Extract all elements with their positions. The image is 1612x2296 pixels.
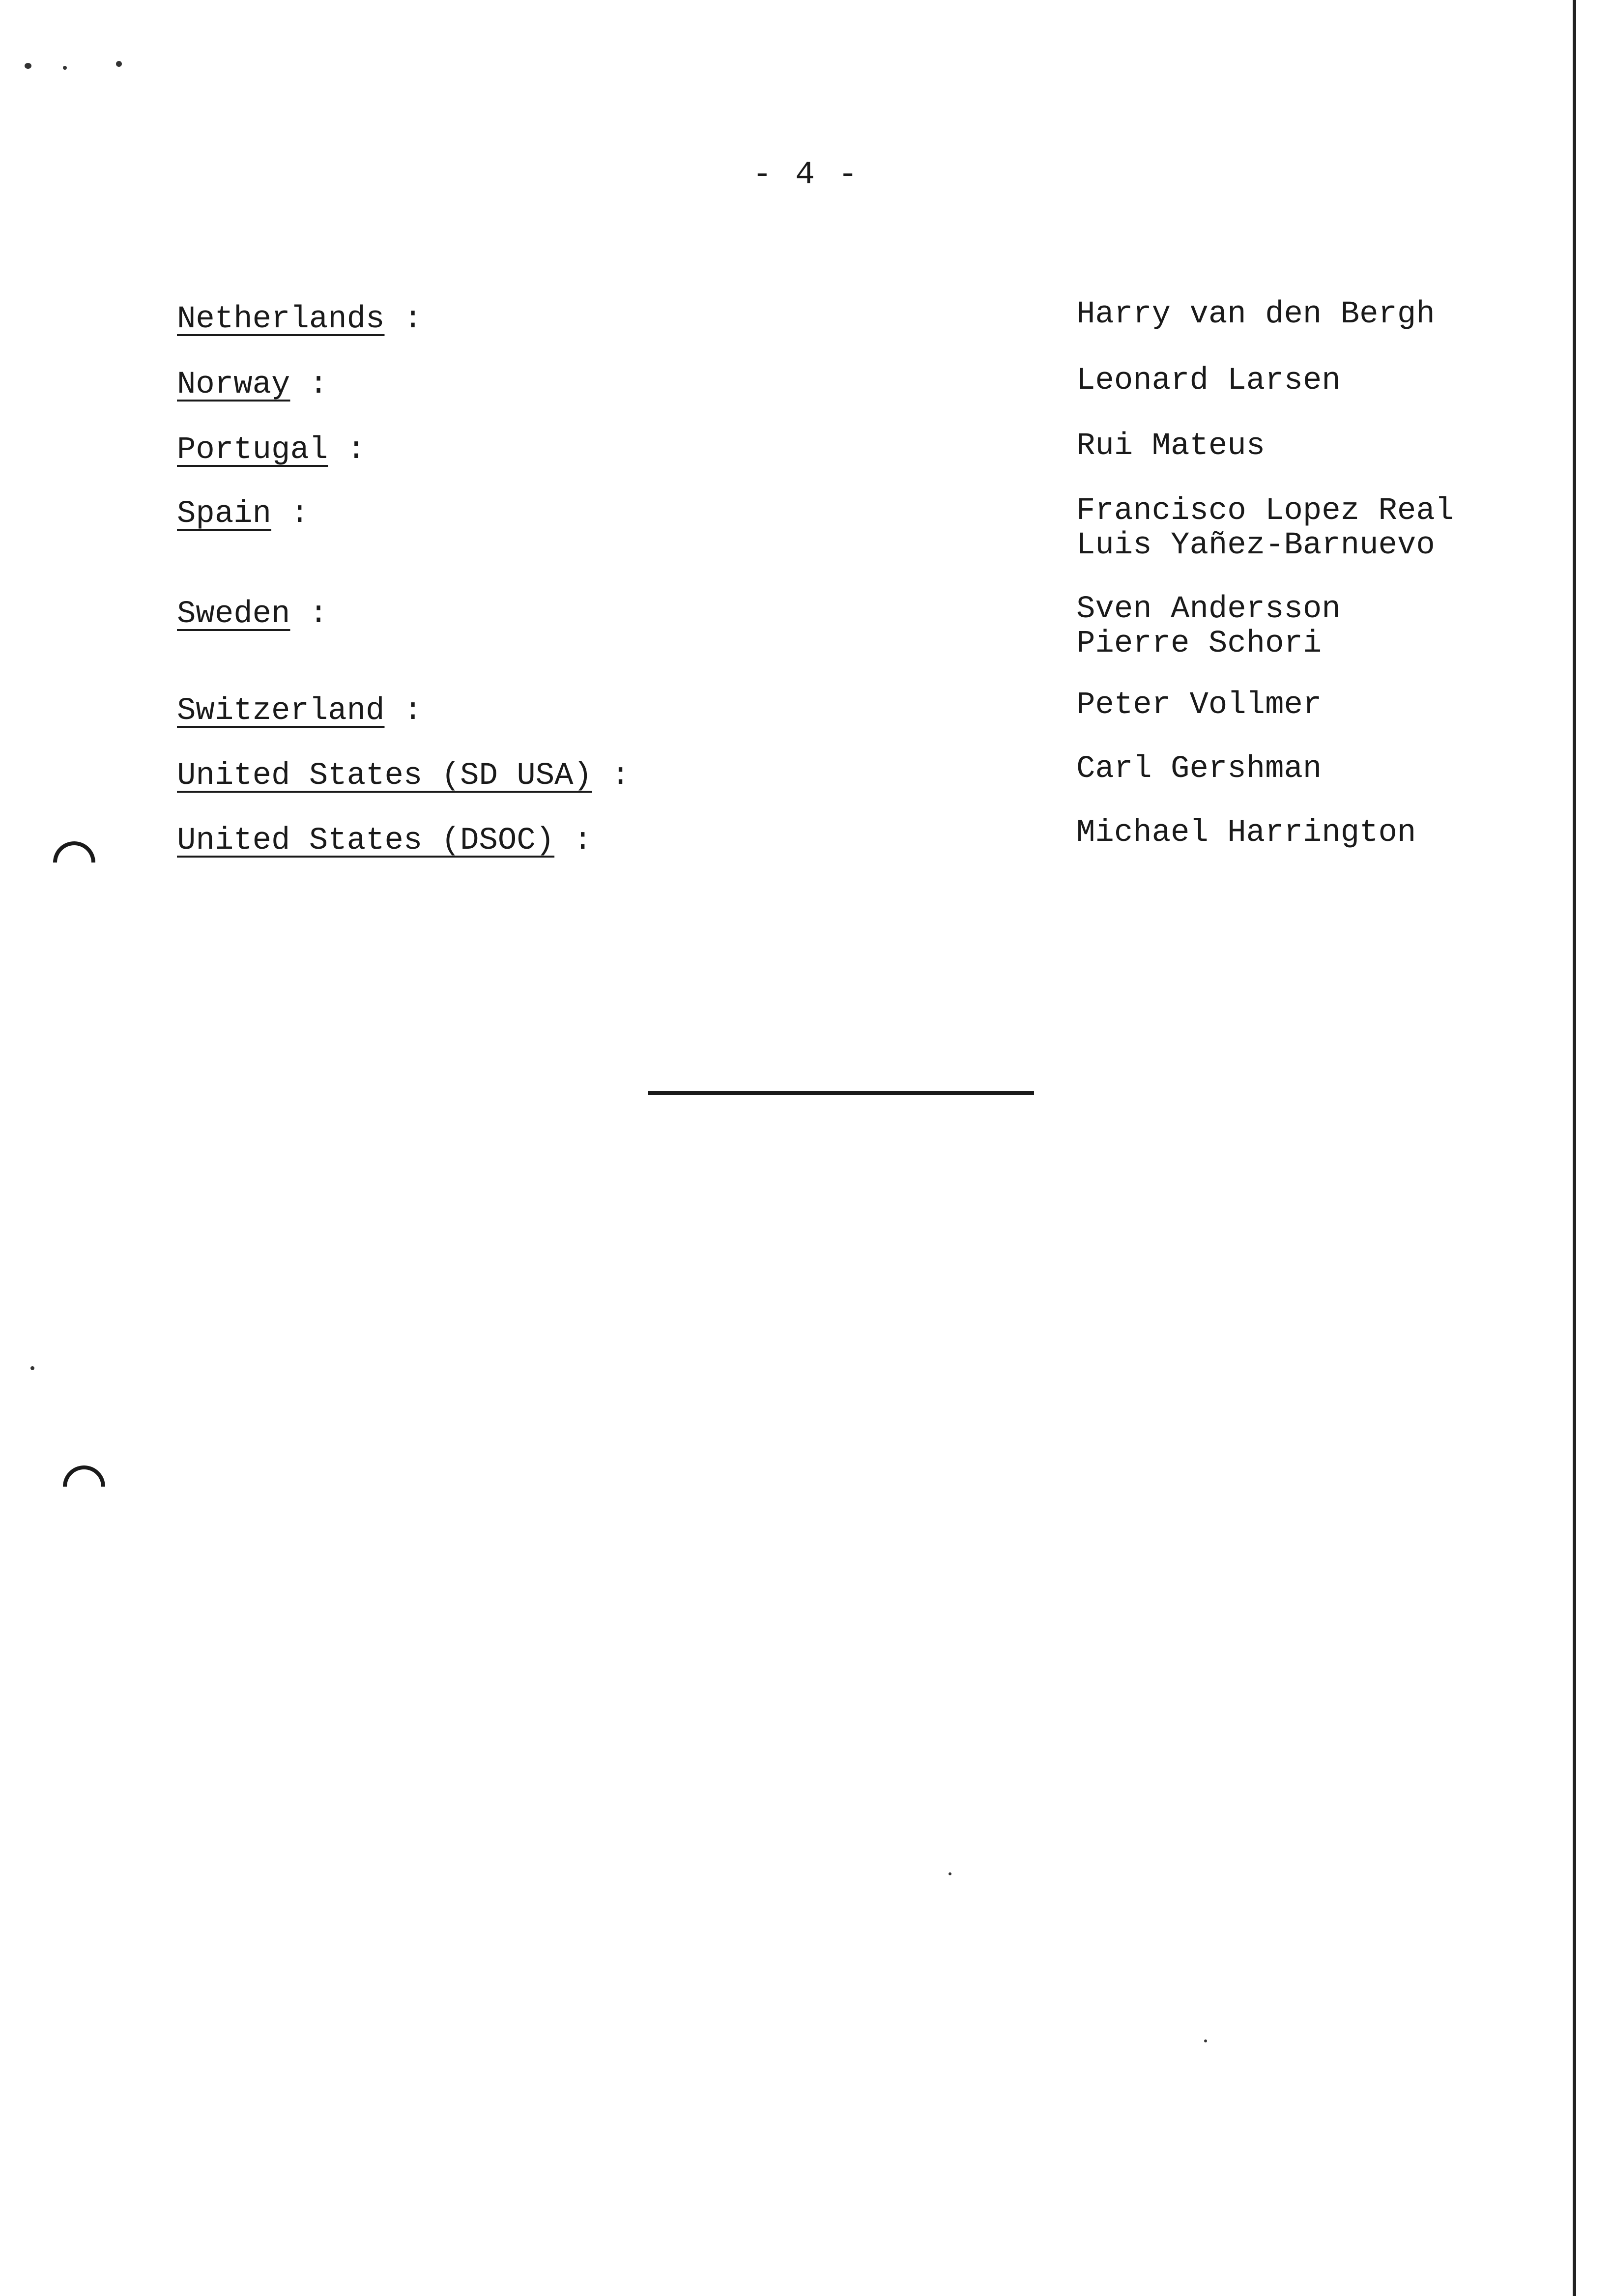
delegate-name: Rui Mateus [1076,429,1266,464]
country-label: Netherlands : [177,302,423,337]
country-label: Sweden : [177,597,328,632]
country-label: United States (SD USA) : [177,758,630,794]
scan-speck [116,61,122,67]
country-label: Switzerland : [177,693,423,729]
country-name: Sweden [177,597,290,632]
delegate-names [1076,816,1416,850]
country-name: Netherlands [177,302,385,337]
delegate-names [1076,592,1341,661]
country-label: United States (DSOC) : [177,823,592,859]
country-label: Portugal : [177,432,366,468]
delegate-names [1076,364,1341,398]
page-number: - 4 - [752,156,860,193]
punch-hole-mark [54,1457,114,1517]
delegate-names [1076,297,1435,332]
scan-speck [949,1872,951,1875]
delegate-name: Harry van den Bergh [1076,297,1435,332]
delegate-name: Pierre Schori [1076,626,1322,661]
delegate-names [1076,752,1322,786]
country-name: United States (DSOC) [177,823,555,859]
country-name: Portugal [177,432,328,468]
delegate-name: Peter Vollmer [1076,688,1322,723]
scan-speck [30,1366,34,1370]
punch-hole-mark [44,832,104,892]
delegate-names [1076,688,1322,722]
scan-speck [1204,2039,1207,2042]
country-name: United States (SD USA) [177,758,592,794]
delegate-name: Carl Gershman [1076,751,1322,787]
page-edge-line [1573,0,1576,2296]
country-label: Spain : [177,496,309,532]
delegate-name: Francisco Lopez Real [1076,493,1454,529]
delegate-name: Sven Andersson [1076,592,1341,627]
closing-rule [648,1091,1034,1095]
country-name: Norway [177,367,290,402]
country-name: Switzerland [177,693,385,729]
delegate-names [1076,494,1454,563]
delegate-names [1076,429,1265,463]
country-label: Norway : [177,367,328,402]
scan-speck [25,63,31,69]
country-name: Spain [177,496,272,532]
delegate-name: Michael Harrington [1076,815,1416,851]
scan-speck [63,66,67,70]
delegate-name: Leonard Larsen [1076,363,1341,399]
delegate-name: Luis Yañez-Barnuevo [1076,528,1435,563]
